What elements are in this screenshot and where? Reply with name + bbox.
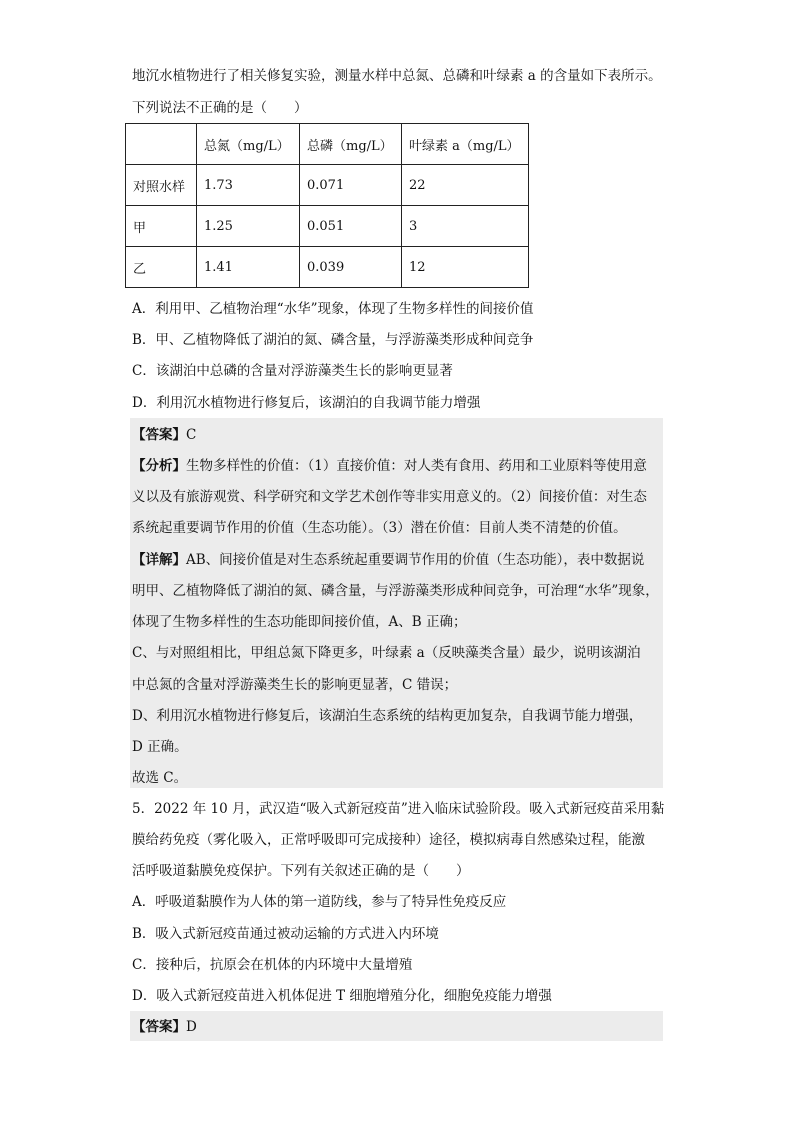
table-header-cell: 总氮（mg/L） [197, 124, 300, 165]
table-cell: 0.051 [300, 206, 402, 247]
answer-label: 【答案】 [132, 1019, 186, 1035]
question-4-option-d: D．利用沉水植物进行修复后，该湖泊的自我调节能力增强 [132, 395, 481, 411]
answer-line [132, 425, 672, 445]
analysis-label: 【分析】 [132, 458, 186, 474]
answer-value: D [186, 1019, 197, 1035]
table-cell: 22 [402, 165, 529, 206]
table-row [126, 247, 529, 288]
answer-value: C [186, 427, 197, 443]
question-5-option-d: D．吸入式新冠疫苗进入机体促进 T 细胞增殖分化，细胞免疫能力增强 [132, 988, 552, 1004]
table-header-cell [126, 124, 197, 165]
analysis-text: 生物多样性的价值：（1）直接价值：对人类有食用、药用和工业原料等使用意 [186, 458, 647, 474]
table-cell: 1.25 [197, 206, 300, 247]
table-header-cell: 叶绿素 a（mg/L） [402, 124, 529, 165]
question-5-option-a: A．呼吸道黏膜作为人体的第一道防线，参与了特异性免疫反应 [132, 894, 507, 910]
question-5-stem-line-1: 5．2022 年 10 月，武汉造“吸入式新冠疫苗”进入临床试验阶段。吸入式新冠疫苗采用黏 [132, 801, 665, 817]
table-cell: 1.73 [197, 165, 300, 206]
detail-line-7: D 正确。 [132, 739, 188, 755]
question-4-option-c: C．该湖泊中总磷的含量对浮游藻类生长的影响更显著 [132, 363, 453, 379]
detail-line-4: C、与对照组相比，甲组总氮下降更多，叶绿素 a（反映藻类含量）最少，说明该湖泊 [132, 645, 641, 661]
table-header-cell: 总磷（mg/L） [300, 124, 402, 165]
detail-line-5: 中总氮的含量对浮游藻类生长的影响更显著，C 错误； [132, 677, 458, 693]
detail-line-6: D、利用沉水植物进行修复后，该湖泊生态系统的结构更加复杂，自我调节能力增强， [132, 708, 643, 724]
table-cell: 3 [402, 206, 529, 247]
table-cell: 1.41 [197, 247, 300, 288]
data-table [125, 123, 529, 288]
answer-label: 【答案】 [132, 427, 186, 443]
detail-line-1 [132, 550, 672, 570]
answer-line-q5 [132, 1017, 672, 1037]
question-5-option-b: B．吸入式新冠疫苗通过被动运输的方式进入内环境 [132, 926, 439, 942]
question-5-stem-line-2: 膜给药免疫（雾化吸入，正常呼吸即可完成接种）途径，模拟病毒自然感染过程，能激 [132, 832, 645, 848]
table-header-row [126, 124, 529, 165]
analysis-line-1 [132, 456, 672, 476]
detail-label: 【详解】 [132, 552, 186, 568]
table-row [126, 165, 529, 206]
table-row [126, 206, 529, 247]
detail-line-8: 故选 C。 [132, 770, 188, 786]
table-cell: 12 [402, 247, 529, 288]
question-4-stem-line-1: 地沉水植物进行了相关修复实验，测量水样中总氮、总磷和叶绿素 a 的含量如下表所示。 [132, 68, 662, 84]
analysis-line-3: 系统起重要调节作用的价值（生态功能）。（3）潜在价值：目前人类不清楚的价值。 [132, 520, 627, 536]
question-4-stem-line-2: 下列说法不正确的是（ ） [132, 100, 308, 116]
table-cell: 乙 [126, 247, 197, 288]
table-cell: 0.071 [300, 165, 402, 206]
detail-line-2: 明甲、乙植物降低了湖泊的氮、磷含量，与浮游藻类形成种间竞争，可治理“水华”现象， [132, 583, 659, 599]
question-4-option-a: A．利用甲、乙植物治理“水华”现象，体现了生物多样性的间接价值 [132, 301, 534, 317]
question-4-option-b: B．甲、乙植物降低了湖泊的氮、磷含量，与浮游藻类形成种间竞争 [132, 332, 534, 348]
table-cell: 0.039 [300, 247, 402, 288]
table-cell: 对照水样 [126, 165, 197, 206]
detail-text: AB、间接价值是对生态系统起重要调节作用的价值（生态功能），表中数据说 [186, 552, 645, 568]
analysis-line-2: 义以及有旅游观赏、科学研究和文学艺术创作等非实用意义的。（2）间接价值：对生态 [132, 489, 647, 505]
question-5-stem-line-3: 活呼吸道黏膜免疫保护。下列有关叙述正确的是（ ） [132, 863, 470, 879]
table-cell: 甲 [126, 206, 197, 247]
question-5-option-c: C．接种后，抗原会在机体的内环境中大量增殖 [132, 957, 413, 973]
detail-line-3: 体现了生物多样性的生态功能即间接价值，A、B 正确； [132, 614, 467, 630]
